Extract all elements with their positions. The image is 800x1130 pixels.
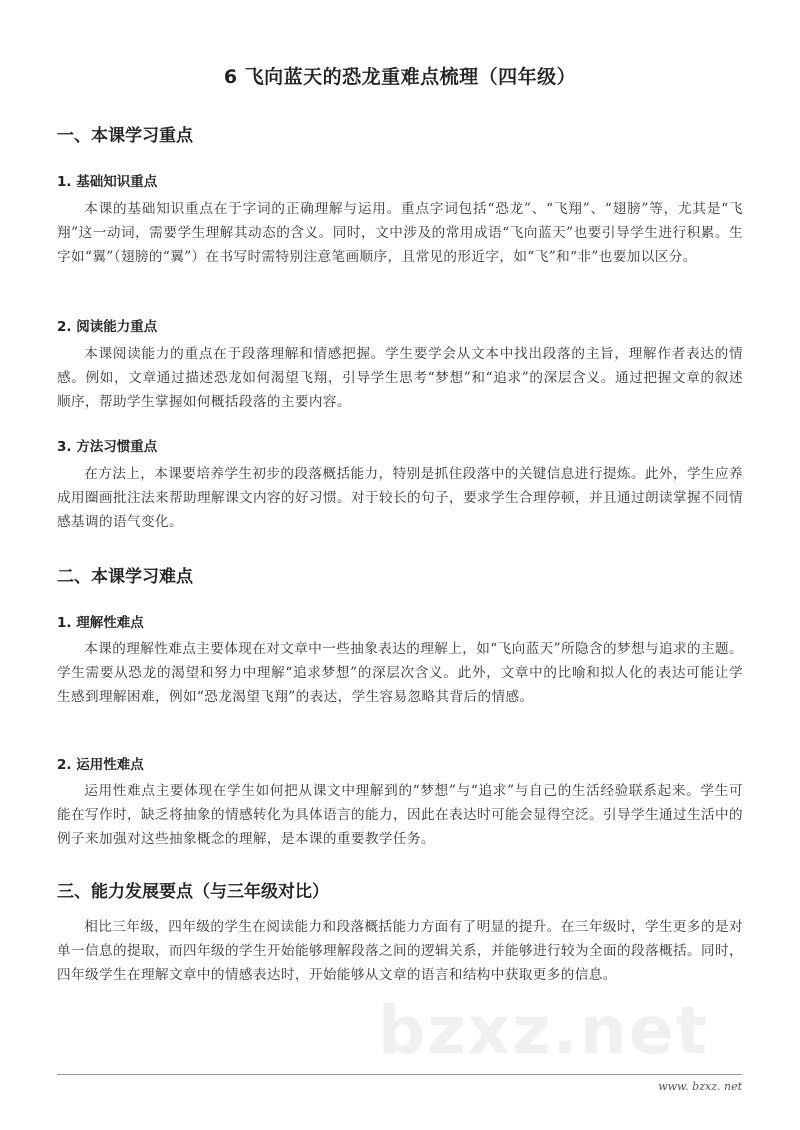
- footer-divider: [57, 1074, 742, 1075]
- paragraph-ability-development: 相比三年级，四年级的学生在阅读能力和段落概括能力方面有了明显的提升。在三年级时，学生更多的是对单一信息的提取，而四年级的学生开始能够理解段落之间的逻辑关系，并能够进行较为全面的段落概括。同时，四年级学生在理解文章中的情感表达时，开始能够从文章的语言和结构中获取更多的信息。: [57, 919, 743, 983]
- subsection-heading-method-habits: 3. 方法习惯重点: [57, 439, 158, 455]
- subsection-heading-reading-ability: 2. 阅读能力重点: [57, 319, 158, 335]
- paragraph-method-habits: 在方法上，本课要培养学生初步的段落概括能力，特别是抓住段落中的关键信息进行提炼。此外，学生应养成用圈画批注法来帮助理解课文内容的好习惯。对于较长的句子，要求学生合理停顿，并且通过朗读掌握不同情感基调的语气变化。: [57, 466, 743, 530]
- subsection-heading-comprehension-difficulty: 1. 理解性难点: [57, 615, 144, 631]
- paragraph-reading-ability: 本课阅读能力的重点在于段落理解和情感把握。学生要学会从文本中找出段落的主旨，理解作者表达的情感。例如，文章通过描述恐龙如何渴望飞翔，引导学生思考“梦想”和“追求”的深层含义。通过把握文章的叙述顺序，帮助学生掌握如何概括段落的主要内容。: [57, 346, 743, 410]
- subsection-heading-application-difficulty: 2. 运用性难点: [57, 757, 144, 773]
- paragraph-comprehension-difficulty: 本课的理解性难点主要体现在对文章中一些抽象表达的理解上，如“飞向蓝天”所隐含的梦想与追求的主题。学生需要从恐龙的渴望和努力中理解“追求梦想”的深层次含义。此外，文章中的比喻和拟人化的表达可能让学生感到理解困难，例如“恐龙渴望飞翔”的表达，学生容易忽略其背后的情感。: [57, 641, 743, 705]
- paragraph-application-difficulty: 运用性难点主要体现在学生如何把从课文中理解到的“梦想”与“追求”与自己的生活经验联系起来。学生可能在写作时，缺乏将抽象的情感转化为具体语言的能力，因此在表达时可能会显得空泛。引导学生通过生活中的例子来加强对这些抽象概念的理解，是本课的重要教学任务。: [57, 783, 743, 847]
- section-heading-key-points: 一、本课学习重点: [57, 126, 193, 146]
- paragraph-basic-knowledge: 本课的基础知识重点在于字词的正确理解与运用。重点字词包括“恐龙”、“飞翔”、“翅膀”等，尤其是“飞翔”这一动词，需要学生理解其动态的含义。同时，文中涉及的常用成语“飞向蓝天”也要引导学生进行积累。生字如“翼”（翅膀的“翼”）在书写时需特别注意笔画顺序，且常见的形近字，如“飞”和“非”也要加以区分。: [57, 201, 743, 265]
- section-heading-ability-development: 三、能力发展要点（与三年级对比）: [57, 882, 329, 902]
- watermark: bzxz.net: [378, 992, 710, 1069]
- subsection-heading-basic-knowledge: 1. 基础知识重点: [57, 174, 158, 190]
- section-heading-difficulties: 二、本课学习难点: [57, 567, 193, 587]
- page-title: 6 飞向蓝天的恐龙重难点梳理（四年级）: [223, 66, 577, 88]
- footer-url: www. bzxz. net: [658, 1080, 742, 1093]
